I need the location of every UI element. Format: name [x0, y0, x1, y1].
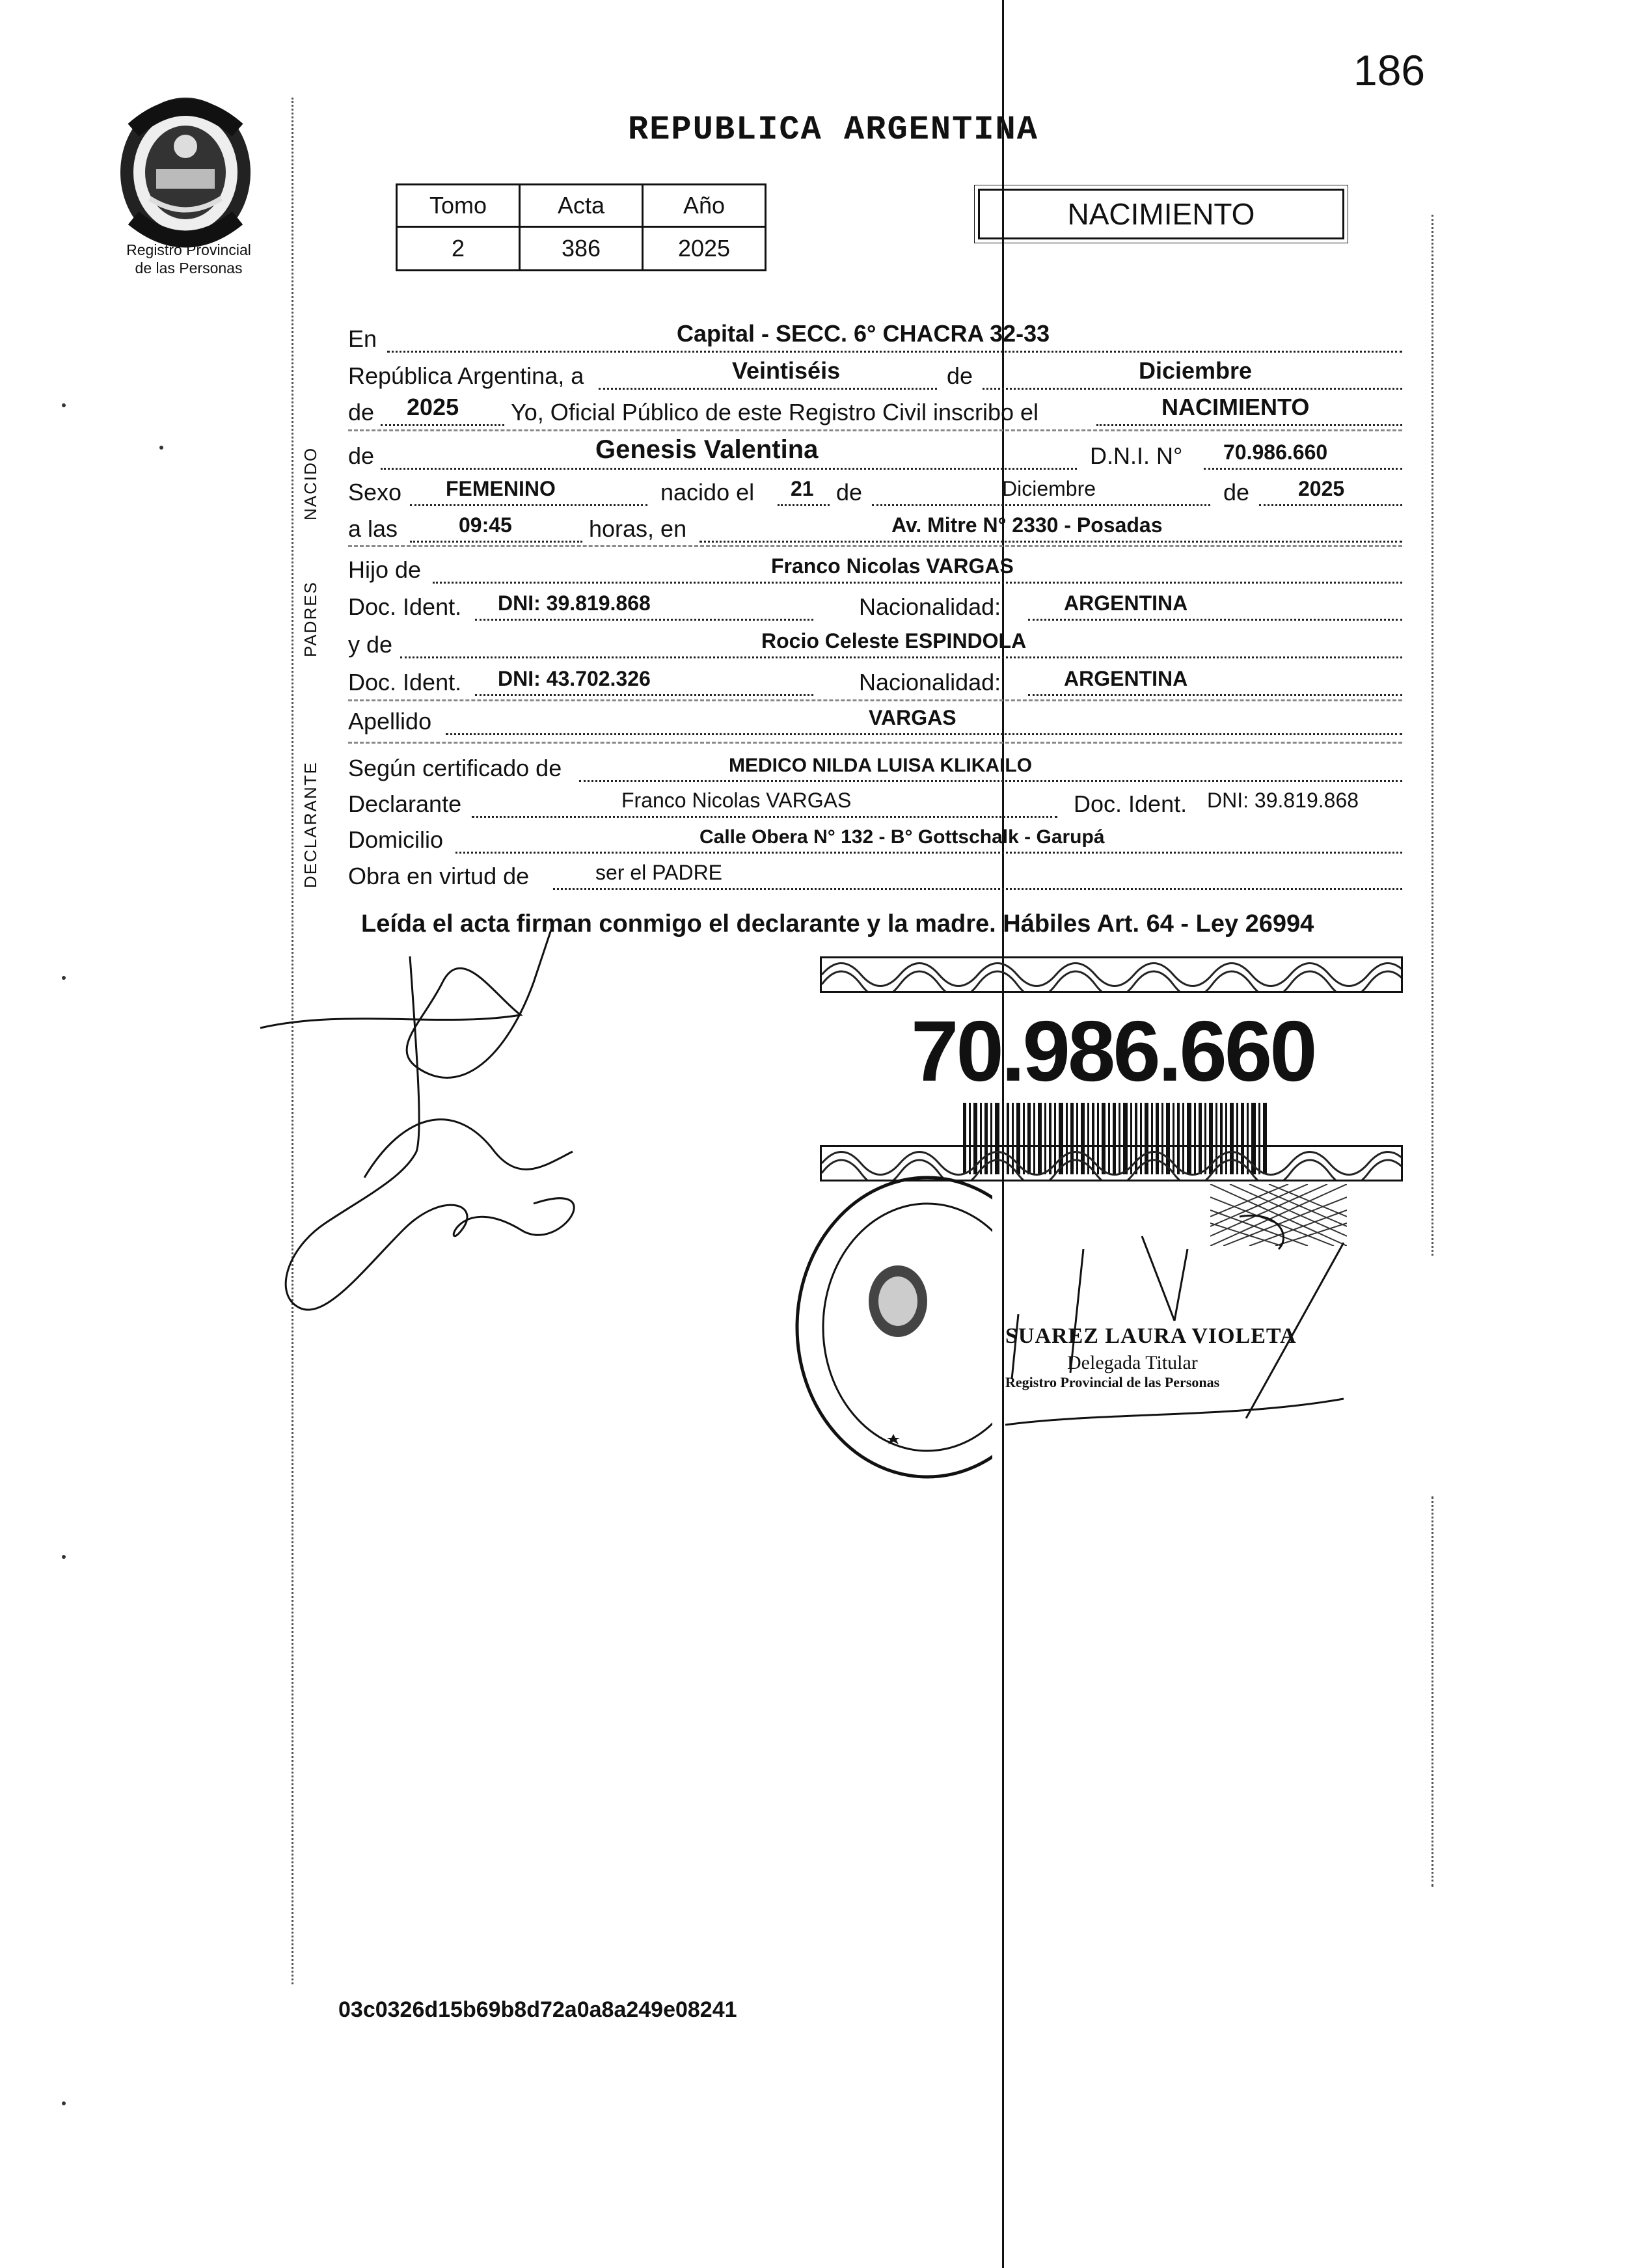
address-value: Calle Obera N° 132 - B° Gottschalk - Garupá	[699, 826, 1105, 848]
speck	[62, 976, 66, 980]
birth-year-value: 2025	[1298, 477, 1345, 500]
dotted-line	[1028, 619, 1402, 621]
provincial-emblem-icon	[111, 85, 260, 254]
tomo-header: Tomo	[397, 185, 520, 227]
father-doc-value: DNI: 39.819.868	[498, 591, 651, 615]
place-value: Capital - SECC. 6° CHACRA 32-33	[677, 320, 1050, 347]
de-label-c: de	[1223, 479, 1250, 506]
dotted-line	[983, 388, 1402, 390]
dotted-line	[699, 541, 1402, 543]
security-band-top	[820, 956, 1403, 993]
dni-label: D.N.I. N°	[1090, 442, 1183, 469]
doc-label: Doc. Ident.	[1074, 790, 1187, 817]
row-mother	[348, 625, 1402, 661]
dotted-line	[579, 780, 1402, 782]
birth-month-value: Diciembre	[1002, 477, 1096, 500]
en-label: En	[348, 325, 377, 352]
horas-label: horas, en	[589, 515, 687, 542]
certificado-label: Según certificado de	[348, 755, 562, 781]
margin-dots-right-lower	[1431, 1496, 1433, 1887]
sexo-label: Sexo	[348, 479, 402, 506]
row-sex-date	[348, 472, 1402, 509]
father-nationality-value: ARGENTINA	[1064, 591, 1188, 615]
dotted-line	[410, 504, 647, 506]
dotted-line	[778, 504, 830, 506]
declarant-signature-icon	[247, 917, 703, 1334]
row-place	[348, 319, 1402, 355]
child-dni-value: 70.986.660	[1223, 440, 1328, 464]
de-label-2: de	[348, 399, 375, 425]
day-value: Veintiséis	[732, 357, 841, 384]
section-divider	[348, 429, 1402, 431]
capacity-value: ser el PADRE	[595, 861, 723, 884]
sex-value: FEMENINO	[446, 477, 556, 500]
row-mother-doc	[348, 662, 1402, 699]
speck	[159, 446, 163, 450]
birth-time-value: 09:45	[459, 513, 512, 537]
section-label-birth: NACIDO	[301, 446, 320, 520]
id-number-large: 70.986.660	[911, 1003, 1315, 1099]
dotted-line	[472, 816, 1057, 818]
row-capacity	[348, 856, 1402, 893]
speck	[62, 1555, 66, 1559]
de-label: de	[947, 362, 973, 389]
margin-dots-right	[1431, 215, 1433, 1256]
row-father	[348, 550, 1402, 586]
dotted-line	[553, 888, 1402, 890]
officer-name: SUAREZ LAURA VIOLETA	[1005, 1324, 1297, 1348]
declarant-doc-value: DNI: 39.819.868	[1207, 789, 1359, 812]
row-declarant	[348, 784, 1402, 820]
officer-title: Delegada Titular	[1067, 1352, 1198, 1373]
republica-label: República Argentina, a	[348, 362, 584, 389]
nacido-label: nacido el	[660, 479, 755, 506]
nacionalidad-label: Nacionalidad:	[859, 593, 1001, 620]
anio-header: Año	[643, 185, 766, 227]
nacionalidad-label: Nacionalidad:	[859, 669, 1001, 695]
dotted-line	[381, 468, 1077, 470]
row-father-doc	[348, 587, 1402, 623]
dotted-line	[455, 852, 1402, 854]
child-name-value: Genesis Valentina	[595, 435, 819, 464]
row-time-place	[348, 509, 1402, 545]
dotted-line	[1204, 468, 1402, 470]
dotted-line	[872, 504, 1210, 506]
section-label-declarant: DECLARANTE	[301, 761, 320, 888]
dotted-line	[446, 733, 1402, 735]
tomo-value: 2	[397, 227, 520, 271]
father-name-value: Franco Nicolas VARGAS	[771, 554, 1014, 578]
domicilio-label: Domicilio	[348, 826, 444, 853]
row-certificate	[348, 748, 1402, 785]
section-divider	[348, 545, 1402, 547]
registry-caption-line1: Registro Provincial	[126, 241, 251, 258]
dotted-line	[475, 694, 813, 696]
dotted-line	[433, 582, 1402, 584]
certificate-value: MEDICO NILDA LUISA KLIKAILO	[729, 755, 1033, 776]
speck	[62, 403, 66, 407]
de-label-b: de	[836, 479, 863, 506]
apellido-label: Apellido	[348, 708, 432, 735]
surname-value: VARGAS	[869, 706, 956, 729]
section-divider	[348, 742, 1402, 744]
officer-org: Registro Provincial de las Personas	[1005, 1374, 1220, 1390]
dotted-line	[410, 541, 582, 543]
registry-caption	[91, 241, 286, 277]
alas-label: a las	[348, 515, 398, 542]
dotted-line	[387, 351, 1402, 353]
birth-day-value: 21	[791, 477, 814, 500]
registry-caption-line2: de las Personas	[135, 260, 243, 277]
doc-label: Doc. Ident.	[348, 593, 462, 620]
book-reference-table	[396, 183, 767, 271]
doc-label: Doc. Ident.	[348, 669, 462, 695]
declarante-label: Declarante	[348, 790, 462, 817]
mother-name-value: Rocio Celeste ESPINDOLA	[761, 629, 1027, 653]
document-hash: 03c0326d15b69b8d72a0a8a249e08241	[338, 1997, 737, 2022]
dotted-line	[400, 656, 1402, 658]
dotted-line	[1259, 504, 1402, 506]
de-label: de	[348, 442, 375, 469]
event-value: NACIMIENTO	[1161, 394, 1310, 420]
month-value: Diciembre	[1139, 357, 1253, 384]
record-type-box: NACIMIENTO	[978, 189, 1344, 239]
obra-label: Obra en virtud de	[348, 863, 530, 889]
hijo-label: Hijo de	[348, 556, 422, 583]
page-number: 186	[1353, 46, 1426, 94]
dotted-line	[1028, 694, 1402, 696]
anio-value: 2025	[643, 227, 766, 271]
row-surname	[348, 701, 1402, 738]
birth-place-value: Av. Mitre N° 2330 - Posadas	[891, 513, 1163, 537]
dotted-line	[599, 388, 937, 390]
dotted-line	[475, 619, 813, 621]
country-heading: REPUBLICA ARGENTINA	[628, 111, 1038, 149]
mother-nationality-value: ARGENTINA	[1064, 667, 1188, 690]
yde-label: y de	[348, 631, 393, 658]
closing-statement: Leída el acta firman conmigo el declarante y la madre. Hábiles Art. 64 - Ley 26994	[361, 910, 1314, 938]
year-value: 2025	[407, 394, 459, 420]
speck	[62, 2101, 66, 2105]
mother-doc-value: DNI: 43.702.326	[498, 667, 651, 690]
acta-header: Acta	[520, 185, 643, 227]
row-address	[348, 820, 1402, 856]
declarant-name-value: Franco Nicolas VARGAS	[621, 789, 852, 812]
dotted-line	[381, 424, 504, 426]
section-label-parents: PADRES	[301, 581, 320, 657]
row-child-name	[348, 436, 1402, 472]
acta-value: 386	[520, 227, 643, 271]
row-date	[348, 356, 1402, 392]
oficial-text: Yo, Oficial Público de este Registro Civil inscribo el	[511, 399, 1039, 425]
delegation-seal-icon	[784, 1171, 992, 1483]
row-year	[348, 392, 1402, 429]
dotted-line	[1096, 424, 1402, 426]
